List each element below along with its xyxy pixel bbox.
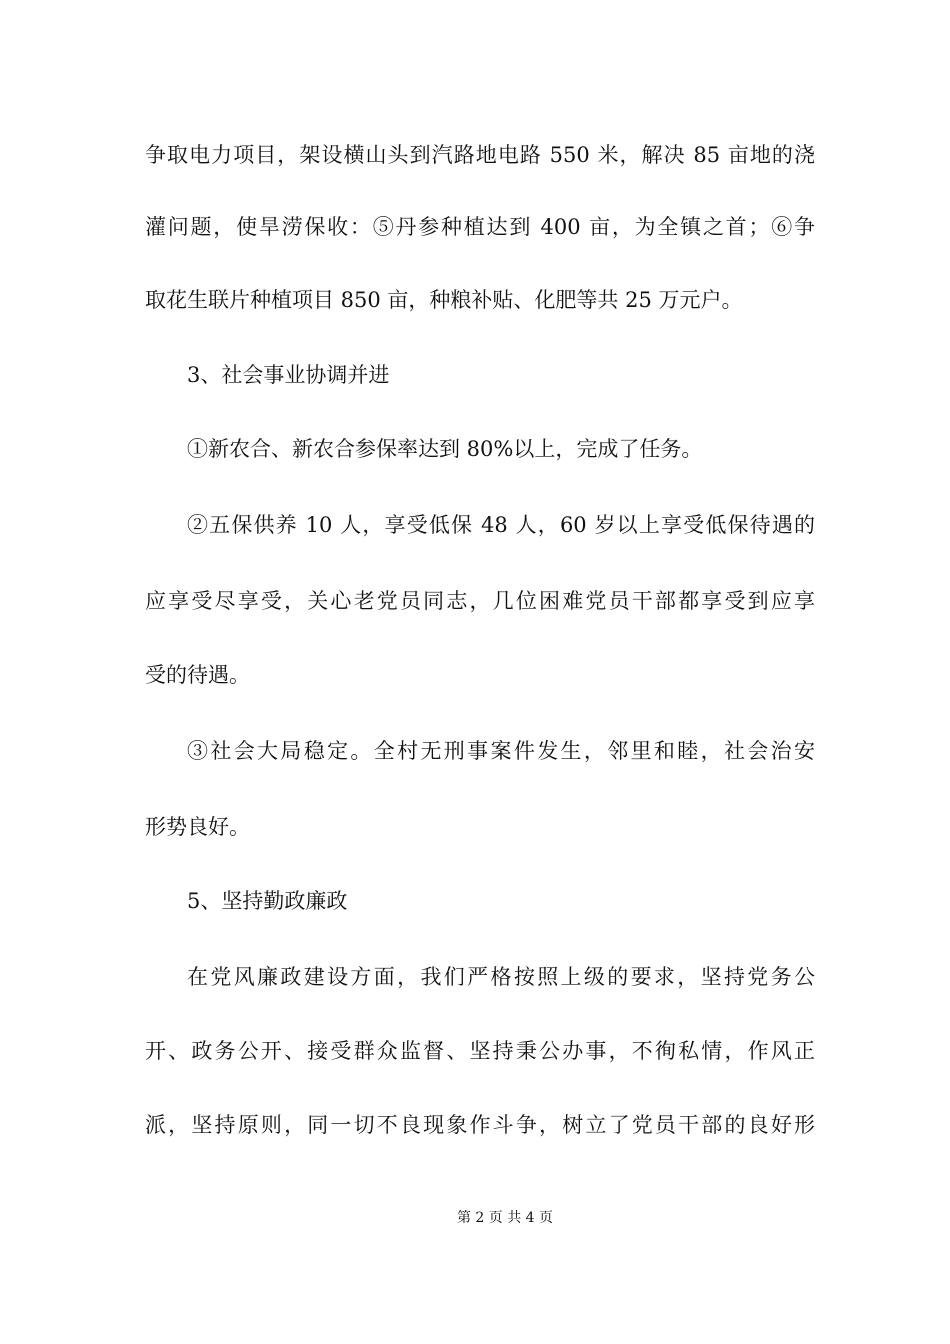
text-line-12: 在党风廉政建设方面，我们严格按照上级的要求，坚持党务公 xyxy=(187,965,815,989)
text-line-8: 受的待遇。 xyxy=(145,663,250,687)
text-line-9: ③社会大局稳定。全村无刑事案件发生，邻里和睦，社会治安 xyxy=(187,739,815,763)
text-line-3: 取花生联片种植项目 850 亩，种粮补贴、化肥等共 25 万元户。 xyxy=(145,288,743,312)
section-heading-3: 3、社会事业协调并进 xyxy=(187,363,390,387)
section-heading-5: 5、坚持勤政廉政 xyxy=(187,889,348,913)
page-footer: 第 2 页 共 4 页 xyxy=(456,1210,554,1226)
text-line-2: 灌问题，使旱涝保收：⑤丹参种植达到 400 亩，为全镇之首；⑥争 xyxy=(145,215,815,239)
text-line-14: 派，坚持原则，同一切不良现象作斗争，树立了党员干部的良好形 xyxy=(145,1113,815,1137)
text-line-7: 应享受尽享受，关心老党员同志，几位困难党员干部都享受到应享 xyxy=(145,589,815,613)
text-line-13: 开、政务公开、接受群众监督、坚持秉公办事，不徇私情，作风正 xyxy=(145,1039,815,1063)
text-line-5: ①新农合、新农合参保率达到 80%以上，完成了任务。 xyxy=(187,437,703,461)
text-line-1: 争取电力项目，架设横山头到汽路地电路 550 米，解决 85 亩地的浇 xyxy=(145,143,815,167)
text-line-6: ②五保供养 10 人，享受低保 48 人，60 岁以上享受低保待遇的 xyxy=(187,513,815,537)
text-line-10: 形势良好。 xyxy=(145,815,250,839)
